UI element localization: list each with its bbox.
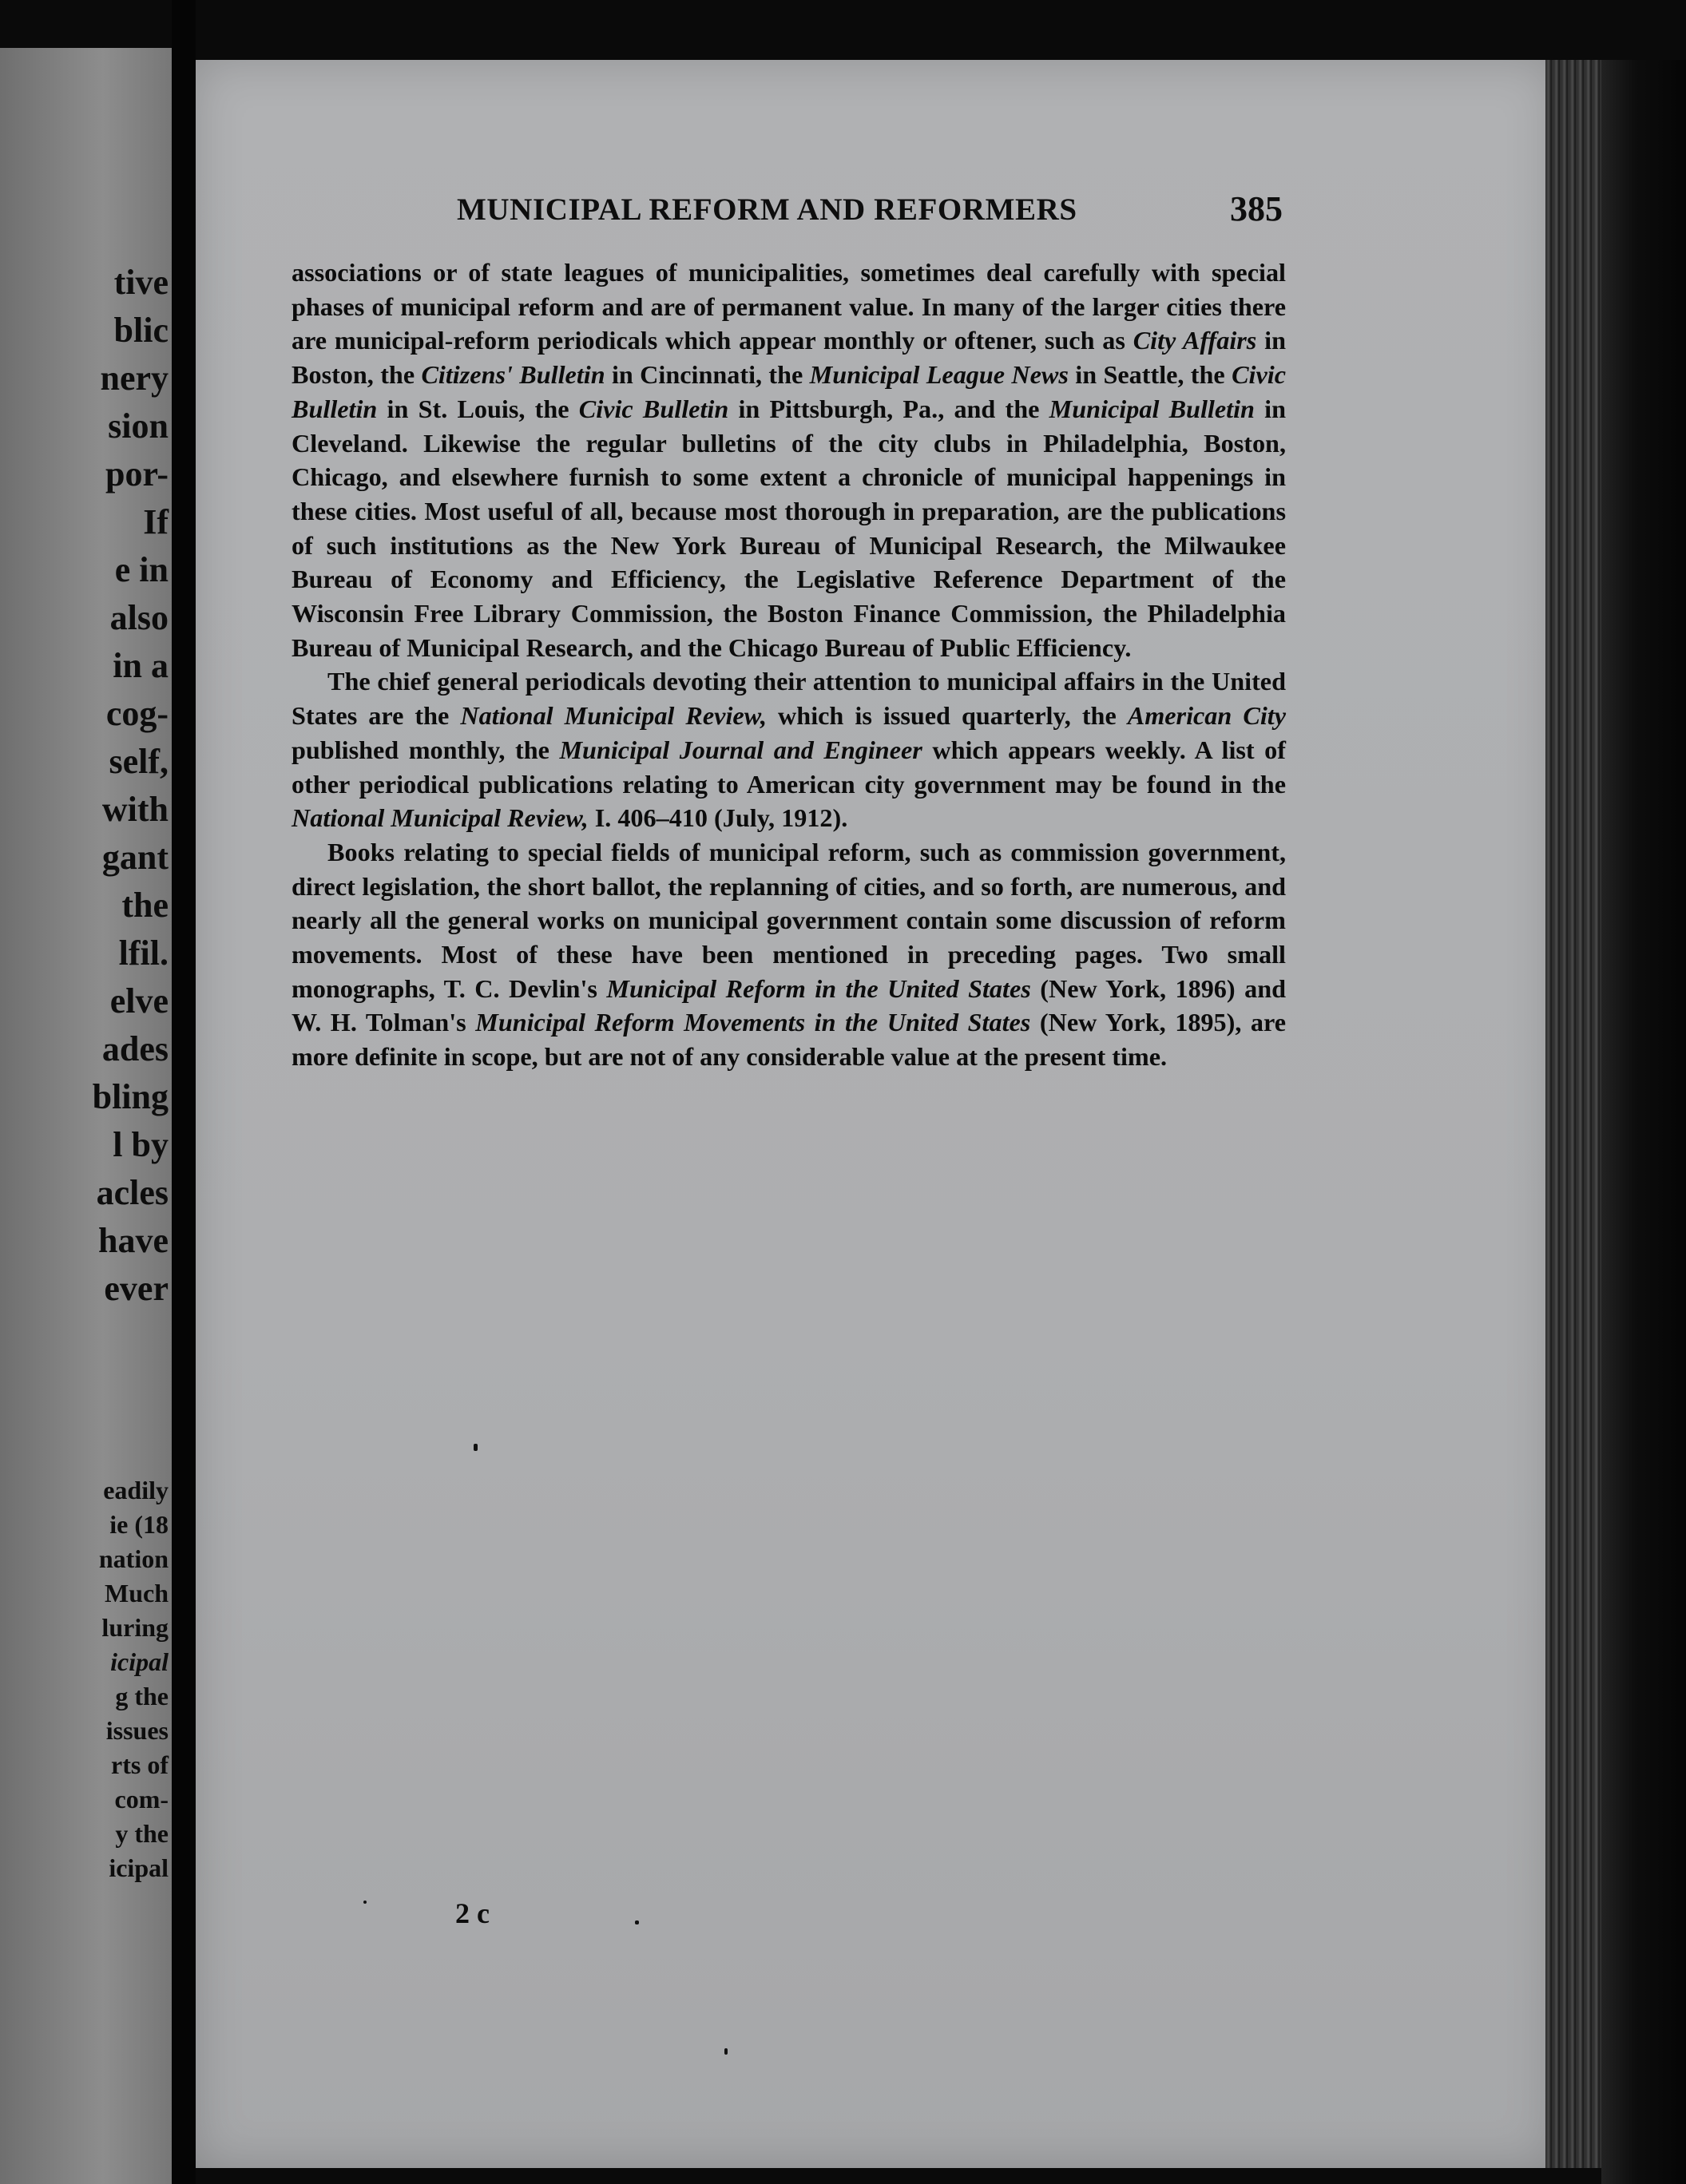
facing-line: elve (109, 981, 169, 1021)
facing-line: with (101, 790, 169, 829)
facing-line: g the (115, 1682, 169, 1710)
facing-line: acles (96, 1173, 169, 1212)
facing-line: y the (115, 1819, 169, 1848)
page-385 (196, 60, 1553, 2168)
running-head (196, 189, 1553, 240)
facing-line: sion (108, 406, 169, 446)
facing-line: luring (101, 1613, 169, 1642)
facing-line: issues (105, 1716, 169, 1745)
ink-speck (635, 1920, 639, 1924)
body-text (292, 256, 1286, 1074)
facing-line: eadily (103, 1476, 169, 1504)
book-cover-edge (1601, 60, 1686, 2184)
running-head-title: MUNICIPAL REFORM AND REFORMERS (457, 192, 1077, 227)
ink-speck (474, 1444, 478, 1451)
facing-line: If (143, 502, 169, 541)
facing-line: e in (114, 550, 169, 589)
facing-line: por- (105, 454, 169, 493)
facing-line: self, (109, 742, 169, 781)
facing-line: nery (100, 359, 169, 398)
paragraph-3: Books relating to special fields of municipal reform, such as commission government, direct legislation, the short ballot, the replanning of cities, and so forth, are numerous, and nearly all the general works on municipal government contain some discussion of reform movements. Most of these have been mentioned in preceding pages. Two small monographs, T. C. Devlin's Municipal Reform in the United States (New York, 1896) and W. H. Tolman's Municipal Reform Movements in the United States (New York, 1895), are more definite in scope, but are not of any considerable value at the present time. (292, 837, 1287, 1072)
facing-line: rts of (111, 1750, 169, 1779)
facing-line: blic (113, 311, 169, 350)
signature-mark: 2 c (455, 1897, 490, 1929)
facing-line: have (98, 1221, 169, 1260)
facing-line: tive (113, 263, 169, 302)
facing-line: icipal (109, 1853, 169, 1882)
facing-line: ever (104, 1269, 169, 1308)
facing-line: Much (105, 1579, 169, 1607)
page-number: 385 (1230, 189, 1283, 228)
facing-page-left (0, 48, 172, 2184)
facing-line: l by (113, 1125, 169, 1164)
book-gutter (172, 0, 196, 2184)
paragraph-2: The chief general periodicals devoting their attention to municipal affairs in the United States are the National Municipal Review, which is issued quarterly, the American City published monthly, the Municipal Journal and Engineer which appears weekly. A list of other periodical publications relating to American city government may be found in the National Municipal Review, I. 406–410 (July, 1912). (292, 667, 1286, 833)
facing-line: ie (18 (109, 1510, 169, 1539)
facing-line: also (109, 598, 169, 637)
facing-line: the (121, 886, 169, 925)
ink-speck (724, 2048, 728, 2055)
ink-speck (363, 1901, 367, 1904)
facing-line: gant (101, 838, 169, 877)
facing-line: in a (113, 646, 169, 685)
facing-line: lfil. (118, 933, 169, 973)
facing-line: icipal (110, 1647, 169, 1676)
page-edges-right (1545, 60, 1601, 2168)
facing-line: ades (101, 1029, 169, 1068)
facing-line: nation (98, 1544, 169, 1573)
facing-line: bling (92, 1077, 169, 1116)
facing-line: cog- (105, 694, 169, 733)
facing-line: com- (114, 1785, 169, 1813)
paragraph-1: associations or of state leagues of municipalities, sometimes deal carefully with special phases of municipal reform and are of permanent value. In many of the larger cities there are municipal-reform periodicals which appear monthly or oftener, such as City Affairs in Boston, the Citizens' Bulletin in Cincinnati, the Municipal League News in Seattle, the Civic Bulletin in St. Louis, the Civic Bulletin in Pittsburgh, Pa., and the Municipal Bulletin in Cleveland. Likewise the regular bulletins of the city clubs in Philadelphia, Boston, Chicago, and elsewhere furnish to some extent a chronicle of municipal happenings in these cities. Most useful of all, because most thorough in preparation, are the publications of such institutions as the New York Bureau of Municipal Research, the Milwaukee Bureau of Economy and Efficiency, the Legislative Reference Department of the Wisconsin Free Library Commission, the Boston Finance Commission, the Philadelphia Bureau of Municipal Research, and the Chicago Bureau of Public Efficiency. (292, 258, 1286, 662)
